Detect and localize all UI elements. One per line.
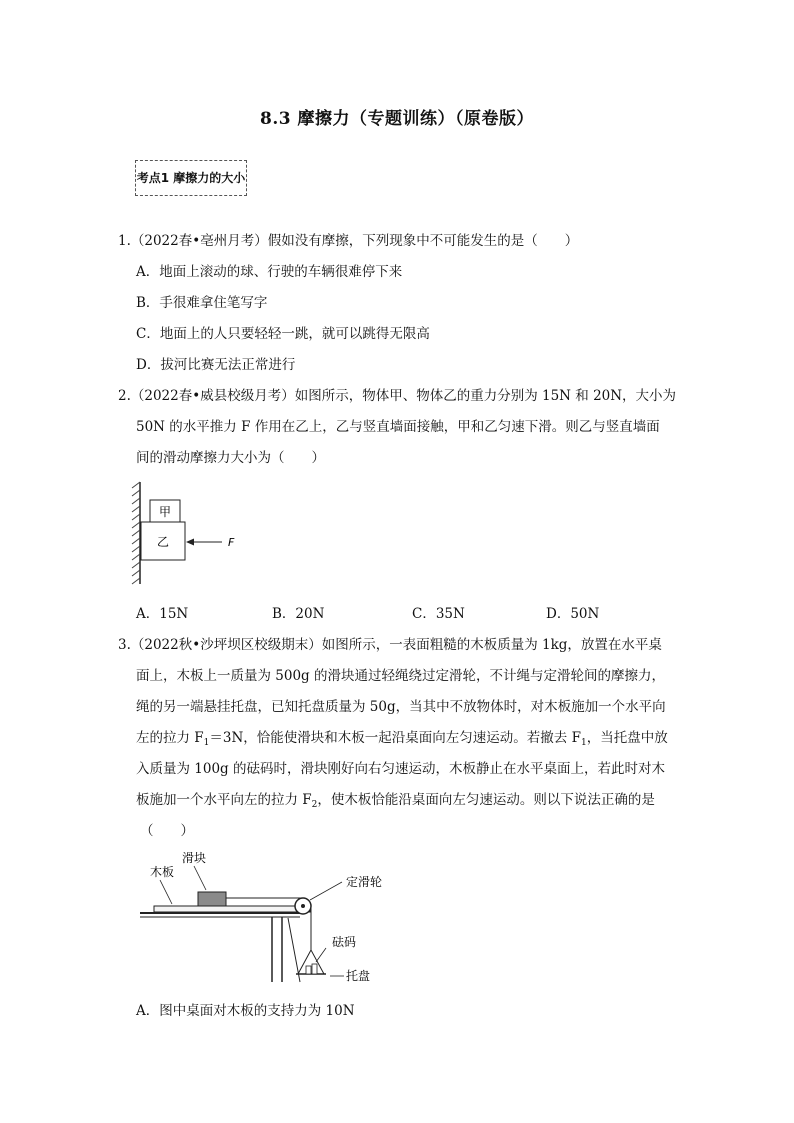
q3-line6-b: ，使木板恰能沿桌面向左匀速运动。则以下说法正确的是 <box>317 792 655 808</box>
weight-pointer <box>316 948 326 962</box>
q3-line4-a: 左的拉力 F <box>136 730 204 746</box>
q1-option-c: C．地面上的人只要轻轻一跳，就可以跳得无限高 <box>136 326 430 342</box>
board-pointer <box>160 880 172 904</box>
pulley-axle <box>301 904 305 908</box>
q3-line4-b: ＝3N，恰能使滑块和木板一起沿桌面向左匀速运动。若撤去 F <box>209 730 581 746</box>
q3-stem-line-5: 入质量为 100g 的砝码时，滑块刚好向右匀速运动，木板静止在水平桌面上，若此时对木 <box>136 761 665 777</box>
slider-pointer <box>194 866 206 890</box>
q2-option-b: B．20N <box>272 606 325 622</box>
q3-line4-c: ，当托盘中放 <box>586 730 668 746</box>
q3-stem-line-2: 面上，木板上一质量为 500g 的滑块通过轻绳绕过定滑轮，不计绳与定滑轮间的摩擦力， <box>136 668 665 684</box>
q2-option-a: A．15N <box>136 606 189 622</box>
q3-figure-pulley-setup <box>140 842 400 990</box>
label-pulley: 定滑轮 <box>346 875 383 889</box>
pulley-mount <box>288 918 300 982</box>
q3-stem-line-3: 绳的另一端悬挂托盘，已知托盘质量为 50g，当其中不放物体时，对木板施加一个水平向 <box>136 699 666 715</box>
q2-figure-wall-blocks <box>128 478 248 588</box>
weight-1 <box>306 966 311 974</box>
q3-stem-line-6 <box>136 788 655 810</box>
q3-line6-a: 板施加一个水平向左的拉力 F <box>136 792 312 808</box>
page-title: 8.3 摩擦力（专题训练）（原卷版） <box>260 109 534 129</box>
q3-stem-line-1: 3.（2022秋•沙坪坝区校级期末）如图所示，一表面粗糙的木板质量为 1kg，放置在水平桌 <box>118 637 662 653</box>
board <box>154 906 310 912</box>
block-jia-label: 甲 <box>158 505 172 519</box>
wall-hatching <box>132 482 140 584</box>
q3-option-a: A．图中桌面对木板的支持力为 10N <box>136 1003 355 1019</box>
label-board: 木板 <box>150 865 175 879</box>
label-weight: 砝码 <box>332 935 357 949</box>
q2-stem-line-3: 间的滑动摩擦力大小为（ ） <box>136 450 325 466</box>
force-label: F <box>228 536 235 549</box>
q2-stem-line-2: 50N 的水平推力 F 作用在乙上，乙与竖直墙面接触，甲和乙匀速下滑。则乙与竖直墙面 <box>136 419 660 435</box>
q1-stem: 1.（2022春•亳州月考）假如没有摩擦，下列现象中不可能发生的是（ ） <box>118 233 579 249</box>
q3-line4-sub2: 1 <box>580 738 587 748</box>
q3-line6-sub: 2 <box>311 800 318 810</box>
weight-2 <box>312 964 317 974</box>
pulley-pointer <box>310 882 342 900</box>
section-box-kaodian: 考点1 摩擦力的大小 <box>135 160 247 196</box>
q3-stem-line-4 <box>136 726 668 748</box>
label-pan: 托盘 <box>346 969 371 983</box>
q2-option-d: D．50N <box>546 606 600 622</box>
q1-option-d: D．拔河比赛无法正常进行 <box>136 357 296 373</box>
q2-stem-line-1: 2.（2022春•威县校级月考）如图所示，物体甲、物体乙的重力分别为 15N 和 20N，大小为 <box>118 388 677 404</box>
block-yi-label: 乙 <box>156 535 170 549</box>
label-slider: 滑块 <box>182 851 207 865</box>
slider-block <box>198 892 226 906</box>
q1-option-b: B．手很难拿住笔写字 <box>136 295 268 311</box>
q2-option-c: C．35N <box>412 606 465 622</box>
q1-option-a: A．地面上滚动的球、行驶的车辆很难停下来 <box>136 264 403 280</box>
q3-line4-sub1: 1 <box>203 738 210 748</box>
q3-stem-line-7: （ ） <box>140 823 194 839</box>
force-arrow-head <box>186 539 194 546</box>
